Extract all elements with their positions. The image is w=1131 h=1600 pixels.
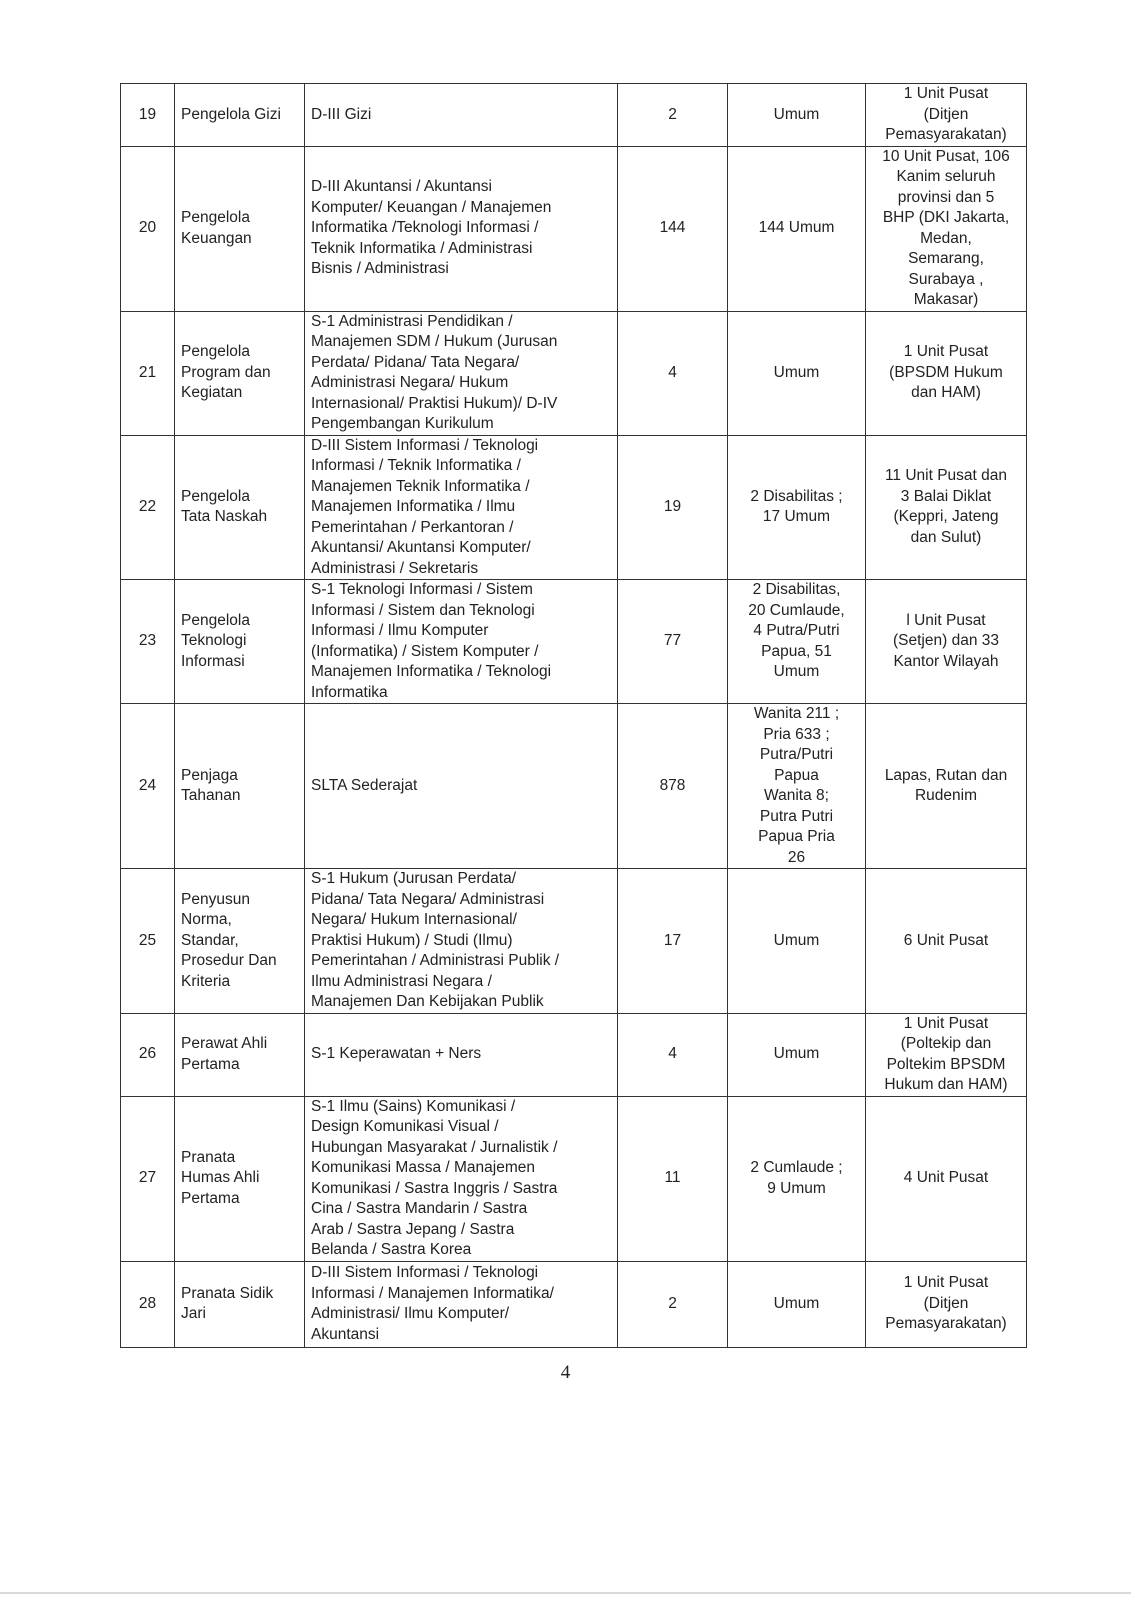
- row-number: 19: [121, 84, 175, 147]
- row-number: 25: [121, 869, 175, 1014]
- position-name: Pengelola Keuangan: [175, 146, 305, 311]
- table-row: [121, 435, 1027, 580]
- placement: 1 Unit Pusat (Poltekip dan Poltekim BPSDM Hukum dan HAM): [866, 1013, 1027, 1096]
- quota-count: 77: [618, 580, 728, 704]
- page-number: 4: [560, 1362, 571, 1383]
- quota-count: 4: [618, 1013, 728, 1096]
- quota-count: 19: [618, 435, 728, 580]
- qualification: D-III Sistem Informasi / Teknologi Informasi / Manajemen Informatika/ Administrasi/ Ilmu Komputer/ Akuntansi: [305, 1261, 618, 1347]
- row-number: 20: [121, 146, 175, 311]
- quota-count: 11: [618, 1096, 728, 1261]
- position-name: Pengelola Teknologi Informasi: [175, 580, 305, 704]
- quota-count: 2: [618, 84, 728, 147]
- formation-table: [120, 83, 1027, 1348]
- placement: 4 Unit Pusat: [866, 1096, 1027, 1261]
- position-name: Pengelola Program dan Kegiatan: [175, 311, 305, 435]
- placement: Lapas, Rutan dan Rudenim: [866, 704, 1027, 869]
- qualification: SLTA Sederajat: [305, 704, 618, 869]
- row-number: 26: [121, 1013, 175, 1096]
- placement: 6 Unit Pusat: [866, 869, 1027, 1014]
- position-name: Pengelola Tata Naskah: [175, 435, 305, 580]
- qualification: D-III Sistem Informasi / Teknologi Informasi / Teknik Informatika / Manajemen Teknik Informatika / Manajemen Informatika / Ilmu Pemerintahan / Perkantoran / Akuntansi/ Akuntansi Komputer/ Administrasi / Sekretaris: [305, 435, 618, 580]
- row-number: 24: [121, 704, 175, 869]
- position-name: Penjaga Tahanan: [175, 704, 305, 869]
- position-name: Pengelola Gizi: [175, 84, 305, 147]
- position-name: Pranata Humas Ahli Pertama: [175, 1096, 305, 1261]
- row-number: 23: [121, 580, 175, 704]
- table-row: [121, 704, 1027, 869]
- position-name: Perawat Ahli Pertama: [175, 1013, 305, 1096]
- qualification: S-1 Keperawatan + Ners: [305, 1013, 618, 1096]
- qualification: D-III Gizi: [305, 84, 618, 147]
- table-row: [121, 1261, 1027, 1347]
- quota-count: 4: [618, 311, 728, 435]
- quota-count: 144: [618, 146, 728, 311]
- allocation: Umum: [728, 1261, 866, 1347]
- placement: 1 Unit Pusat (BPSDM Hukum dan HAM): [866, 311, 1027, 435]
- quota-count: 17: [618, 869, 728, 1014]
- qualification: S-1 Ilmu (Sains) Komunikasi / Design Komunikasi Visual / Hubungan Masyarakat / Jurnalistik / Komunikasi Massa / Manajemen Komunikasi / Sastra Inggris / Sastra Cina / Sastra Mandarin / Sastra Arab / Sastra Jepang / Sastra Belanda / Sastra Korea: [305, 1096, 618, 1261]
- table-row: [121, 1013, 1027, 1096]
- table-row: [121, 311, 1027, 435]
- table-row: [121, 84, 1027, 147]
- allocation: Umum: [728, 869, 866, 1014]
- scan-edge-divider: [0, 1592, 1131, 1594]
- placement: 1 Unit Pusat (Ditjen Pemasyarakatan): [866, 84, 1027, 147]
- allocation: 2 Disabilitas ; 17 Umum: [728, 435, 866, 580]
- row-number: 22: [121, 435, 175, 580]
- allocation: 2 Disabilitas, 20 Cumlaude, 4 Putra/Putri Papua, 51 Umum: [728, 580, 866, 704]
- allocation: Umum: [728, 1013, 866, 1096]
- allocation: Umum: [728, 84, 866, 147]
- position-name: Penyusun Norma, Standar, Prosedur Dan Kriteria: [175, 869, 305, 1014]
- table-row: [121, 869, 1027, 1014]
- qualification: S-1 Administrasi Pendidikan / Manajemen SDM / Hukum (Jurusan Perdata/ Pidana/ Tata Negara/ Administrasi Negara/ Hukum Internasional/ Praktisi Hukum)/ D-IV Pengembangan Kurikulum: [305, 311, 618, 435]
- placement: 11 Unit Pusat dan 3 Balai Diklat (Keppri, Jateng dan Sulut): [866, 435, 1027, 580]
- row-number: 28: [121, 1261, 175, 1347]
- position-name: Pranata Sidik Jari: [175, 1261, 305, 1347]
- table-row: [121, 146, 1027, 311]
- allocation: 144 Umum: [728, 146, 866, 311]
- row-number: 27: [121, 1096, 175, 1261]
- qualification: D-III Akuntansi / Akuntansi Komputer/ Keuangan / Manajemen Informatika /Teknologi Informasi / Teknik Informatika / Administrasi Bisnis / Administrasi: [305, 146, 618, 311]
- row-number: 21: [121, 311, 175, 435]
- allocation: 2 Cumlaude ; 9 Umum: [728, 1096, 866, 1261]
- table-row: [121, 1096, 1027, 1261]
- allocation: Wanita 211 ; Pria 633 ; Putra/Putri Papua Wanita 8; Putra Putri Papua Pria 26: [728, 704, 866, 869]
- allocation: Umum: [728, 311, 866, 435]
- qualification: S-1 Hukum (Jurusan Perdata/ Pidana/ Tata Negara/ Administrasi Negara/ Hukum Internasional/ Praktisi Hukum) / Studi (Ilmu) Pemerintahan / Administrasi Publik / Ilmu Administrasi Negara / Manajemen Dan Kebijakan Publik: [305, 869, 618, 1014]
- quota-count: 878: [618, 704, 728, 869]
- qualification: S-1 Teknologi Informasi / Sistem Informasi / Sistem dan Teknologi Informasi / Ilmu Komputer (Informatika) / Sistem Komputer / Manajemen Informatika / Teknologi Informatika: [305, 580, 618, 704]
- quota-count: 2: [618, 1261, 728, 1347]
- placement: 10 Unit Pusat, 106 Kanim seluruh provinsi dan 5 BHP (DKI Jakarta, Medan, Semarang, Surabaya , Makasar): [866, 146, 1027, 311]
- placement: 1 Unit Pusat (Ditjen Pemasyarakatan): [866, 1261, 1027, 1347]
- placement: l Unit Pusat (Setjen) dan 33 Kantor Wilayah: [866, 580, 1027, 704]
- table-row: [121, 580, 1027, 704]
